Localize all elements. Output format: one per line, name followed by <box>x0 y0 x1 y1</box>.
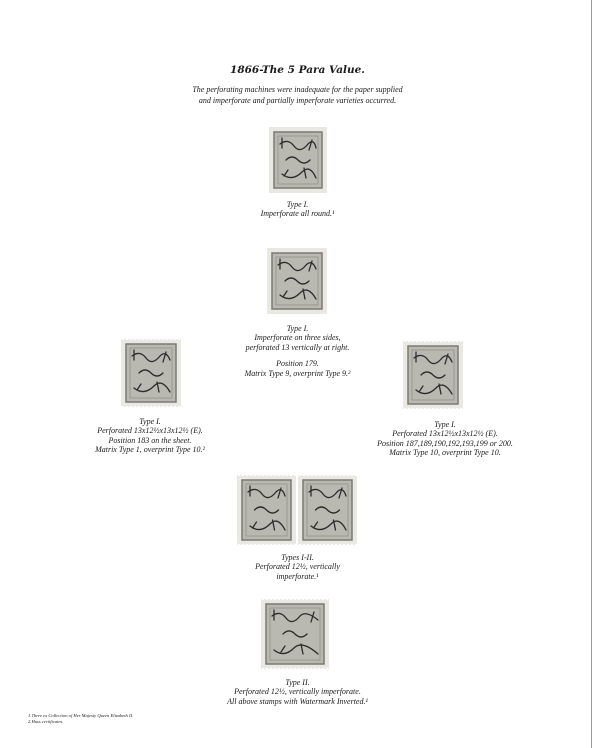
stamp-design <box>298 474 357 546</box>
stamp-imperforate-three-sides <box>265 246 329 316</box>
footnote-line: 2.Hass certificates. <box>28 719 64 724</box>
caption-line: Position 187,189,190,192,193,199 or 200. <box>377 438 513 448</box>
stamp-design <box>403 340 463 410</box>
stamp-pair-image <box>235 473 359 547</box>
caption-line: perforated 13 vertically at right. <box>245 342 350 352</box>
caption-line: imperforate.¹ <box>276 571 319 581</box>
footnotes <box>28 713 133 725</box>
caption-line: Imperforate on three sides, <box>254 333 341 343</box>
caption-type-i-position-183 <box>40 417 260 455</box>
stamp-design <box>267 248 327 314</box>
stamp-image <box>401 339 465 411</box>
stamp-perforated-left <box>119 337 183 409</box>
stamp-image <box>119 337 183 409</box>
stamp-image <box>267 125 329 195</box>
caption-line: Perforated 12½, vertically <box>255 562 340 572</box>
caption-line: Perforated 13x12½x13x12½ (E). <box>97 426 203 436</box>
stamp-image <box>259 597 331 671</box>
caption-types-i-ii <box>0 553 595 581</box>
caption-line: Type I. <box>286 200 309 209</box>
stamp-imperforate <box>267 125 329 195</box>
caption-line: Type I. <box>139 417 161 426</box>
page-title: 1866-The 5 Para Value. <box>230 64 365 76</box>
caption-type-i-positions-187 <box>330 420 560 458</box>
stamp-design <box>237 474 296 546</box>
caption-line: All above stamps with Watermark Inverted.¹ <box>227 696 368 706</box>
stamp-perforated-right <box>401 339 465 411</box>
caption-line: Imperforate all round.¹ <box>260 209 335 219</box>
caption-line: Type II. <box>285 678 310 687</box>
intro-line: The perforating machines were inadequate for the paper supplied <box>192 85 403 94</box>
caption-line: Perforated 13x12½x13x12½ (E). <box>392 429 498 439</box>
caption-type-i-three-sides <box>0 324 595 378</box>
caption-line: Perforated 12½, vertically imperforate. <box>234 687 361 697</box>
caption-line: Matrix Type 1, overprint Type 10.² <box>95 445 205 455</box>
caption-line: Types I-II. <box>281 553 314 562</box>
caption-type-ii <box>0 678 595 706</box>
stamp-design <box>269 127 327 193</box>
intro-text <box>0 85 595 106</box>
footnote-line: 1.Three ex Collection of Her Majesty Queen Elizabeth II. <box>28 713 134 718</box>
caption-line: Type I. <box>434 420 456 429</box>
caption-line: Matrix Type 10, overprint Type 10. <box>389 448 501 458</box>
caption-line: Type I. <box>286 324 309 333</box>
stamp-design <box>121 338 181 408</box>
caption-line: Position 183 on the sheet. <box>108 435 192 445</box>
stamp-image <box>265 246 329 316</box>
caption-line: Matrix Type 9, overprint Type 9.² <box>244 368 351 378</box>
intro-line: and imperforate and partially imperforate varieties occurred. <box>198 95 397 105</box>
caption-type-i-imperforate <box>0 200 595 219</box>
stamp-design <box>261 598 329 670</box>
stamp-pair <box>235 473 359 547</box>
caption-line: Position 179. <box>276 359 319 369</box>
stamp-type-ii <box>259 597 331 671</box>
